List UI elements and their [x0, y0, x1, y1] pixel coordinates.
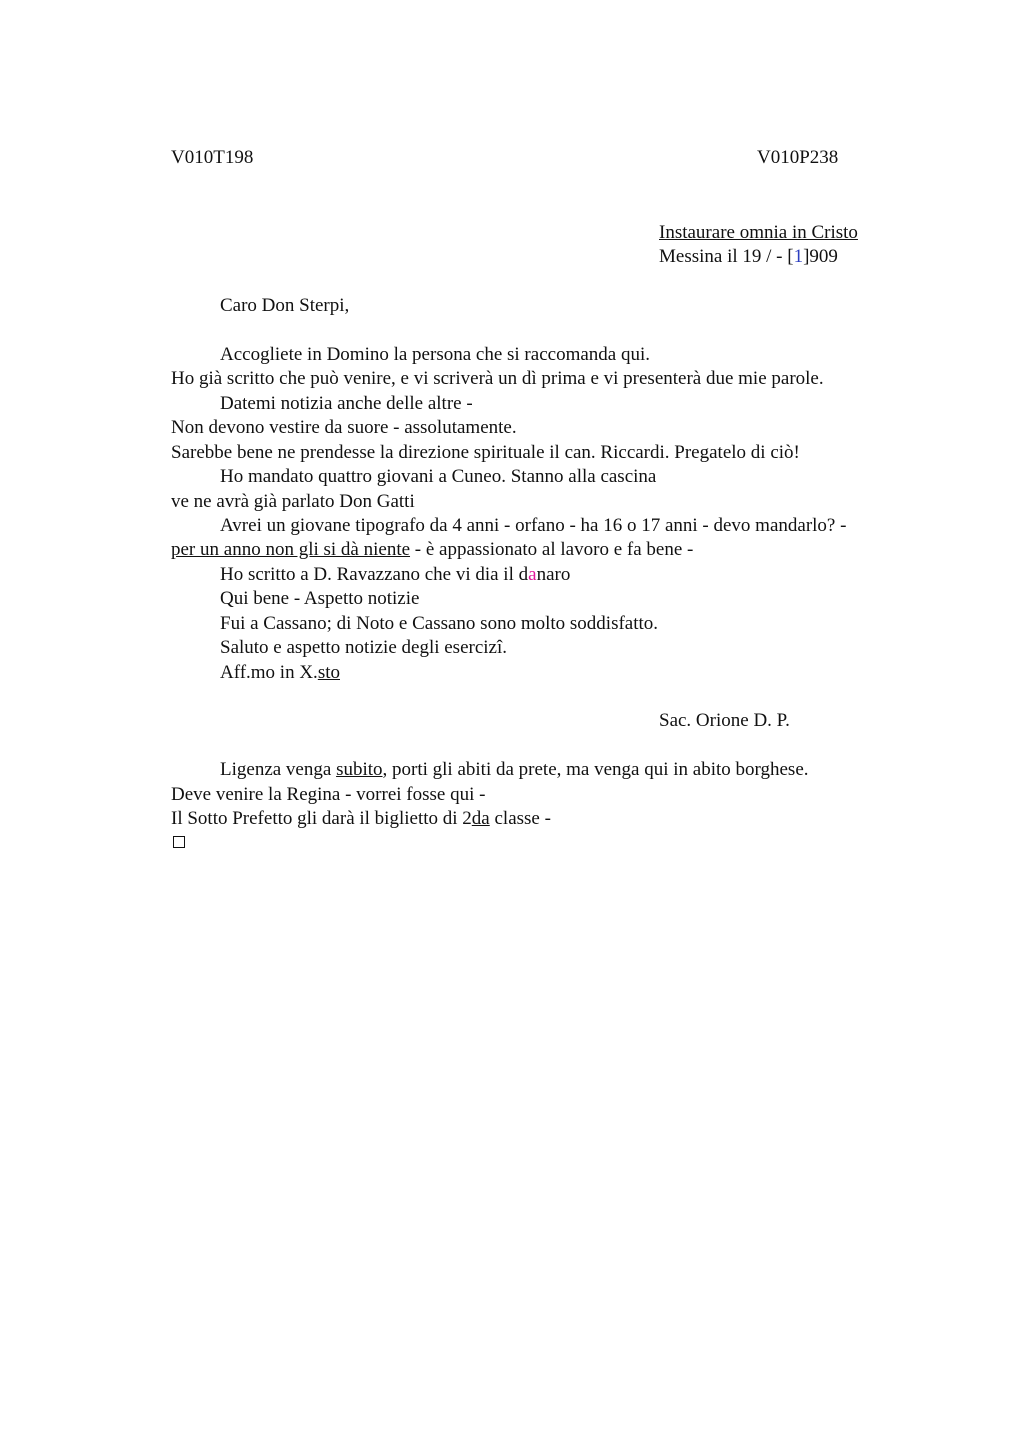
closing-abbrev: sto [317, 662, 340, 683]
letter-line: Avrei un giovane tipografo da 4 anni - orfano - ha 16 o 17 anni - devo mandarlo? - [220, 515, 847, 536]
postscript-line [171, 808, 551, 830]
letter-line [171, 539, 693, 561]
letter-line: ve ne avrà già parlato Don Gatti [171, 491, 415, 512]
closing-text: Aff.mo in X. [220, 662, 318, 683]
letter-line: Ho già scritto che può venire, e vi scriverà un dì prima e vi presenterà due mie parole. [171, 368, 824, 389]
line-text: Ho scritto a D. Ravazzano che vi dia il d [220, 564, 529, 585]
motto: Instaurare omnia in Cristo [659, 222, 858, 243]
letter-line: Qui bene - Aspetto notizie [220, 588, 420, 609]
line-text: - è appassionato al lavoro e fa bene - [410, 539, 694, 560]
closing [220, 662, 340, 684]
underlined-suffix: da [471, 808, 490, 829]
date-suffix: ]909 [803, 246, 838, 267]
letter-line: Non devono vestire da suore - assolutamente. [171, 417, 517, 438]
underlined-word: subito [336, 759, 383, 780]
editorial-insertion: 1 [793, 246, 804, 267]
letter-line: Ho mandato quattro giovani a Cuneo. Stanno alla cascina [220, 466, 657, 487]
line-text: , porti gli abiti da prete, ma venga qui in abito borghese. [382, 759, 809, 780]
letter-line [220, 564, 570, 586]
letter-line: Fui a Cassano; di Noto e Cassano sono molto soddisfatto. [220, 613, 659, 634]
underlined-phrase: per un anno non gli si dà niente [171, 539, 411, 560]
date-prefix: Messina il 19 / - [ [659, 246, 794, 267]
salutation: Caro Don Sterpi, [220, 295, 350, 316]
letter-line [220, 637, 507, 659]
line-text: Il Sotto Prefetto gli darà il biglietto di 2 [171, 808, 472, 829]
letter-line: Sarebbe bene ne prendesse la direzione spirituale il can. Riccardi. Pregatelo di ciò! [171, 442, 800, 463]
line-text: Saluto e aspetto notizie degli esercizi [220, 637, 503, 658]
letter-line: Datemi notizia anche delle altre - [220, 393, 473, 414]
postscript-line: Deve venire la Regina - vorrei fosse qui - [171, 784, 486, 805]
letter-line: Accogliete in Domino la persona che si raccomanda qui. [220, 344, 650, 365]
correction-mark: a [528, 564, 537, 585]
end-square-icon [173, 836, 185, 848]
line-text: naro [536, 564, 571, 585]
line-text: Ligenza venga [220, 759, 337, 780]
line-text: classe - [489, 808, 551, 829]
date-line [659, 246, 838, 268]
postscript-line [220, 759, 809, 781]
document-code-right: V010P238 [757, 147, 839, 168]
signature: Sac. Orione D. P. [659, 710, 790, 731]
document-code-left: V010T198 [171, 147, 254, 168]
line-text: . [502, 637, 508, 658]
